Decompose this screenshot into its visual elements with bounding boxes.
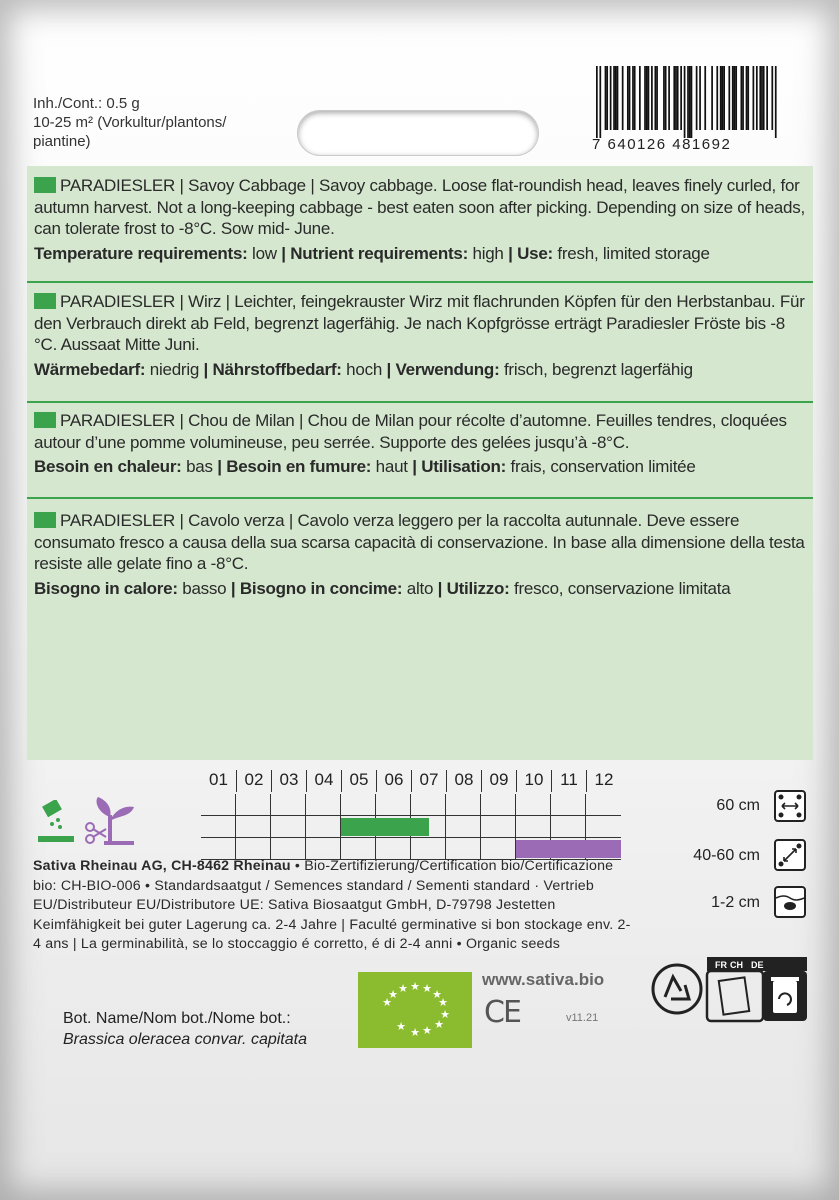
calendar-cell — [516, 794, 551, 816]
barcode-bar — [756, 66, 758, 130]
harvest-period-bar — [516, 840, 621, 858]
description-text: | Savoy Cabbage | Savoy cabbage. Loose flat-roundish head, leaves finely curled, for autumn harvest. Not a long-keeping cabbage - best eaten soon after picking. Depending on size of heads, can tolerate frost to -8°C. Sow mid- June. — [34, 176, 805, 238]
barcode-bar — [696, 66, 698, 130]
calendar-cell — [236, 794, 271, 816]
barcode-bar — [761, 66, 763, 130]
calendar-month-12: 12 — [586, 770, 621, 792]
value-nutrient: haut — [371, 457, 413, 476]
barcode-bar — [742, 66, 744, 130]
packet-contents — [33, 94, 226, 151]
barcode-bar — [771, 66, 773, 130]
green-square-icon — [34, 293, 56, 309]
barcode-bar — [648, 66, 650, 130]
company-name: Sativa Rheinau AG, CH-8462 Rheinau — [33, 858, 291, 874]
eu-star-icon: ★ — [432, 989, 442, 1001]
calendar-month-01: 01 — [209, 770, 228, 789]
row-spacing-icon — [774, 790, 806, 822]
label-temperature: Bisogno in calore: — [34, 578, 178, 598]
barcode-bar — [723, 66, 725, 130]
eu-star-icon: ★ — [396, 1021, 406, 1033]
eu-organic-logo — [358, 972, 472, 1048]
description-fr — [34, 410, 808, 478]
eu-star-icon: ★ — [410, 1027, 420, 1039]
barcode-bar — [680, 66, 682, 130]
label-temperature: Temperature requirements: — [34, 243, 248, 263]
botanical-name — [63, 1008, 307, 1050]
planting-icon — [80, 795, 136, 847]
ce-mark: CE — [484, 995, 520, 1030]
green-square-icon — [34, 512, 56, 528]
flag-de: DE — [751, 960, 764, 970]
barcode-bar — [740, 66, 742, 130]
barcode-bar — [646, 66, 648, 130]
label-use: | Utilisation: — [412, 457, 507, 476]
value-use: fresco, conservazione limitata — [509, 578, 731, 598]
plant-spacing-icon — [774, 839, 806, 871]
barcode-bar — [663, 66, 665, 130]
calendar-cell — [586, 794, 621, 816]
calendar-cell — [376, 794, 411, 816]
value-temperature: low — [247, 243, 282, 263]
barcode-digits: 7 640126 481692 — [592, 136, 732, 153]
variety-name: PARADIESLER — [60, 411, 176, 430]
barcode-bar — [629, 66, 631, 130]
contents-area-cont: piantine) — [33, 133, 91, 150]
label-temperature: Besoin en chaleur: — [34, 457, 182, 476]
barcode-bar — [689, 66, 691, 138]
botanical-name-value: Brassica oleracea convar. capitata — [63, 1031, 307, 1048]
barcode-bar — [632, 66, 634, 130]
divider — [27, 497, 813, 499]
calendar-month-07: 07 — [411, 770, 446, 792]
variety-name: PARADIESLER — [60, 511, 176, 530]
barcode-bar — [605, 66, 607, 130]
eu-star-icon: ★ — [410, 981, 420, 993]
botanical-name-label: Bot. Name/Nom bot./Nome bot.: — [63, 1010, 291, 1027]
calendar-month-09: 09 — [481, 770, 516, 792]
calendar-month-05: 05 — [341, 770, 376, 792]
label-use: | Utilizzo: — [437, 578, 510, 598]
calendar-cell — [201, 794, 236, 816]
barcode-bar — [728, 66, 730, 130]
barcode-bar — [753, 66, 755, 130]
barcode-bar — [734, 66, 736, 130]
divider — [27, 401, 813, 403]
value-nutrient: hoch — [341, 359, 387, 379]
calendar-cell — [306, 816, 341, 838]
value-temperature: niedrig — [145, 359, 204, 379]
calendar-row — [201, 794, 621, 816]
description-de — [34, 291, 808, 380]
barcode-bar — [763, 66, 765, 130]
calendar-cell — [271, 816, 306, 838]
eu-star-icon: ★ — [440, 1009, 450, 1021]
value-temperature: basso — [177, 578, 231, 598]
calendar-month-10: 10 — [516, 770, 551, 792]
calendar-cell — [341, 794, 376, 816]
calendar-month-08: 08 — [446, 770, 481, 792]
version-label: v11.21 — [566, 1012, 599, 1024]
contents-weight: Inh./Cont.: 0.5 g — [33, 95, 140, 112]
eu-star-icon: ★ — [398, 983, 408, 995]
eu-star-icon: ★ — [382, 997, 392, 1009]
eu-star-icon: ★ — [434, 1019, 444, 1031]
eu-star-icon: ★ — [388, 989, 398, 1001]
calendar-cell — [306, 794, 341, 816]
barcode-bar — [704, 66, 706, 130]
variety-name: PARADIESLER — [60, 292, 176, 311]
barcode-bar — [656, 66, 658, 130]
variety-name: PARADIESLER — [60, 176, 176, 195]
divider — [27, 281, 813, 283]
value-nutrient: alto — [402, 578, 438, 598]
eu-star-icon: ★ — [422, 983, 432, 995]
calendar-cell — [236, 816, 271, 838]
value-temperature: bas — [181, 457, 218, 476]
barcode-bar — [699, 66, 701, 130]
calendar-cell — [551, 794, 586, 816]
value-use: frais, conservation limitée — [506, 457, 696, 476]
barcode-bar — [610, 66, 612, 130]
value-nutrient: high — [468, 243, 509, 263]
hang-hole — [297, 110, 539, 156]
label-temperature: Wärmebedarf: — [34, 359, 146, 379]
calendar-month-11: 11 — [551, 770, 586, 792]
barcode-bar — [691, 66, 693, 138]
calendar-cell — [446, 816, 481, 838]
value-use: frisch, begrenzt lagerfähig — [499, 359, 693, 379]
barcode-bar — [684, 66, 686, 138]
label-nutrient: | Besoin en fumure: — [217, 457, 372, 476]
recycling-icon — [651, 955, 811, 1023]
label-use: | Verwendung: — [386, 359, 500, 379]
value-use: fresh, limited storage — [552, 243, 710, 263]
barcode-bar — [622, 66, 624, 130]
barcode-bar — [606, 66, 608, 130]
barcode-bar — [677, 66, 679, 130]
label-use: | Use: — [508, 243, 553, 263]
barcode-bar — [615, 66, 617, 130]
barcode-bar — [687, 66, 689, 138]
description-en — [34, 175, 808, 264]
barcode-bar — [617, 66, 619, 130]
description-text: | Cavolo verza | Cavolo verza leggero per la raccolta autunnale. Deve essere consumato fresco a causa della sua scarsa capacità di conservazione. In base alla dimensione della testa resiste alle gelate fino a -8°C. — [34, 511, 805, 573]
calendar-cell — [481, 794, 516, 816]
calendar-cell — [446, 794, 481, 816]
barcode-bar — [716, 66, 718, 130]
calendar-cell — [586, 816, 621, 838]
barcode-bar — [722, 66, 724, 130]
barcode-bar — [639, 66, 641, 130]
green-square-icon — [34, 177, 56, 193]
barcode-bar — [644, 66, 646, 130]
barcode-bar — [634, 66, 636, 130]
barcode-bar — [651, 66, 653, 130]
plant-spacing-label: 40-60 cm — [693, 847, 760, 864]
barcode-bar — [732, 66, 734, 130]
sowing-icon — [36, 800, 80, 846]
barcode-bar — [675, 66, 677, 130]
description-it — [34, 510, 808, 599]
certification-text: • Bio-Zertifizierung/Certification bio/Certificazione bio: CH-BIO-006 • Standardsaatgut / Semences standard / Sementi standard · Vertrieb EU/Distributeur EU/Distributore UE: Sativa Biosaatgut GmbH, D-79798 Jestetten Keimfähigkeit bei guter Lagerung ca. 2-4 Jahre | Faculté germinative si bon stockage env. 2-4 ans | La germinabilità, se lo stoccaggio é corretto, é di 2-4 anni • Organic seeds — [33, 858, 631, 953]
green-square-icon — [34, 412, 56, 428]
barcode-bar — [711, 66, 713, 130]
barcode-bar — [627, 66, 629, 130]
calendar-cell — [271, 794, 306, 816]
calendar-cell — [481, 816, 516, 838]
barcode-bar — [720, 66, 722, 130]
description-text: | Wirz | Leichter, feingekrauster Wirz mit flachrunden Köpfen für den Herbstanbau. Für den Verbrauch direkt ab Feld, begrenzt lagerfähig. Je nach Kopfgrösse erträgt Paradiesler Fröste bis -8 °C. Aussaat Mitte Juni. — [34, 292, 805, 354]
label-nutrient: | Bisogno in concime: — [230, 578, 403, 598]
calendar-month-04: 04 — [306, 770, 341, 792]
company-info — [33, 857, 633, 955]
calendar-cell — [516, 816, 551, 838]
description-text: | Chou de Milan | Chou de Milan pour récolte d’automne. Feuilles tendres, cloquées autour d’une pomme volumineuse, peu serrée. Supporte des gelées jusqu’à -8°C. — [34, 411, 787, 452]
label-nutrient: | Nutrient requirements: — [281, 243, 469, 263]
eu-star-icon: ★ — [422, 1025, 432, 1037]
barcode-bar — [746, 66, 748, 130]
calendar-cell — [551, 816, 586, 838]
barcode-bar — [613, 66, 615, 130]
flag-fr: FR — [715, 960, 727, 970]
barcode-bar — [759, 66, 761, 130]
eu-star-icon: ★ — [438, 997, 448, 1009]
barcode-bar — [735, 66, 737, 130]
calendar-cell — [411, 794, 446, 816]
contents-area: 10-25 m² (Vorkultur/plantons/ — [33, 114, 227, 131]
sowing-depth-label: 1-2 cm — [711, 894, 760, 911]
barcode-bar — [668, 66, 670, 130]
calendar-month-06: 06 — [376, 770, 411, 792]
barcode-bar — [766, 66, 768, 130]
barcode-bar — [673, 66, 675, 130]
sowing-period-bar — [341, 818, 429, 836]
flag-ch: CH — [730, 960, 743, 970]
calendar-month-02: 02 — [236, 770, 271, 792]
calendar-month-03: 03 — [271, 770, 306, 792]
barcode-bar — [775, 66, 777, 138]
barcode-bar — [665, 66, 667, 130]
barcode-bar — [596, 66, 598, 138]
barcode-bar — [654, 66, 656, 130]
calendar-grid — [201, 794, 621, 860]
barcode-bar — [599, 66, 601, 138]
barcode-bar — [747, 66, 749, 130]
sowing-depth-icon — [774, 886, 806, 918]
label-nutrient: | Nährstoffbedarf: — [203, 359, 342, 379]
website-link[interactable]: www.sativa.bio — [482, 970, 605, 989]
calendar-cell — [201, 816, 236, 838]
row-spacing-label: 60 cm — [716, 797, 760, 814]
